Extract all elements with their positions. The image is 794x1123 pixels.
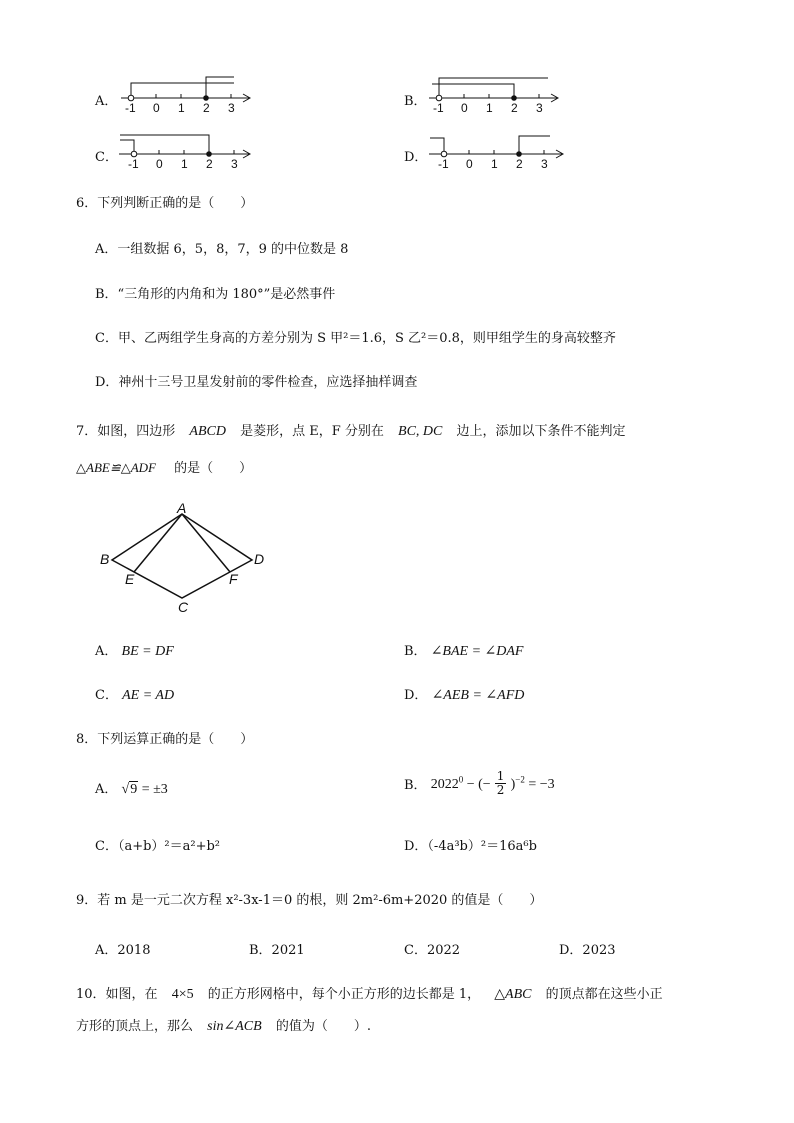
option-label: B．	[404, 94, 427, 109]
stem-text: 的顶点都在这些小正	[545, 987, 663, 1002]
tick-label: 3	[231, 157, 238, 171]
option-math: AE = AD	[122, 688, 175, 703]
q7-option-c[interactable]	[95, 684, 174, 704]
tick-label: -1	[433, 101, 444, 115]
q9-stem: 9．若 m 是一元二次方程 x²-3x-1＝0 的根，则 2m²-6m+2020 的值是（ ）	[76, 893, 543, 908]
vertex-label-d: D	[254, 551, 265, 567]
option-label: D．	[404, 150, 428, 165]
denominator: 2	[496, 783, 505, 797]
math-text: = −3	[524, 776, 555, 792]
stem-text: 的正方形网格中，每个小正方形的边长都是 1，	[207, 987, 481, 1002]
tick-label: 2	[203, 101, 210, 115]
q10-stem-line2	[76, 1015, 371, 1035]
number-line-d	[424, 126, 569, 171]
vertex-label-f: F	[229, 571, 238, 587]
q8-option-d[interactable]: D．（-4a³b）²＝16a⁶b	[404, 839, 537, 854]
option-label: A．	[95, 94, 118, 109]
tick-label: -1	[128, 157, 139, 171]
q6-option-a[interactable]: A．一组数据 6，5，8，7，9 的中位数是 8	[95, 242, 349, 257]
exponent: −2	[515, 774, 525, 785]
tick-label: -1	[125, 101, 136, 115]
math-abc: △ABC	[494, 987, 532, 1002]
q7-option-b[interactable]	[404, 640, 523, 660]
tick-label: 2	[516, 157, 523, 171]
option-label: C．	[95, 688, 118, 703]
q7-stem-line2	[76, 457, 252, 476]
tick-label: 2	[206, 157, 213, 171]
q6-stem: 6．下列判断正确的是（ ）	[76, 196, 254, 211]
rhombus-figure	[96, 500, 276, 620]
q6-option-b[interactable]: B．“三角形的内角和为 180°”是必然事件	[95, 287, 336, 302]
tick-label: -1	[438, 157, 449, 171]
vertex-label-e: E	[125, 571, 135, 587]
math-text: )	[510, 776, 516, 792]
number-line-b	[424, 70, 564, 115]
tick-label: 0	[156, 157, 163, 171]
number-line-c	[114, 126, 254, 171]
stem-text: 10．如图，在	[76, 987, 158, 1002]
stem-text: 是菱形，点 E，F 分别在	[240, 424, 384, 439]
tick-label: 1	[178, 101, 185, 115]
q9-option-a[interactable]: A．2018	[95, 943, 151, 958]
math-congruence: △ABE≌△ADF	[76, 460, 156, 475]
tick-label: 3	[536, 101, 543, 115]
q8-stem: 8．下列运算正确的是（ ）	[76, 732, 254, 747]
exponent: 0	[458, 774, 464, 785]
option-math	[430, 774, 491, 792]
option-label: A．	[95, 782, 118, 797]
option-math: BE = DF	[121, 644, 174, 659]
math-text: − (−	[463, 776, 491, 792]
math-abcd: ABCD	[189, 424, 226, 439]
q6-option-c[interactable]: C．甲、乙两组学生身高的方差分别为 S 甲²＝1.6，S 乙²＝0.8，则甲组学生的身高较整齐	[95, 331, 616, 346]
tick-label: 1	[491, 157, 498, 171]
math-grid: 4×5	[171, 987, 194, 1002]
q7-stem-line1	[76, 420, 626, 440]
tick-label: 3	[228, 101, 235, 115]
tick-label: 0	[461, 101, 468, 115]
math-sin: sin∠ACB	[207, 1019, 262, 1034]
q9-option-b[interactable]: B．2021	[249, 943, 305, 958]
stem-text: 的值为（ ）.	[275, 1019, 371, 1034]
math-bc-dc: BC, DC	[398, 424, 443, 439]
radicand: 9	[130, 782, 138, 797]
q10-stem-line1	[76, 983, 663, 1003]
tick-label: 0	[153, 101, 160, 115]
option-label: D．	[404, 688, 428, 703]
math-text: = ±3	[138, 782, 168, 797]
q9-option-d[interactable]: D．2023	[559, 943, 616, 958]
q8-option-b[interactable]	[404, 770, 555, 797]
q8-option-a[interactable]	[95, 778, 168, 798]
stem-text: 方形的顶点上，那么	[76, 1019, 194, 1034]
vertex-label-c: C	[178, 599, 189, 615]
option-label: A．	[95, 644, 118, 659]
vertex-label-b: B	[100, 551, 110, 567]
tick-label: 0	[466, 157, 473, 171]
option-math	[510, 774, 555, 792]
tick-label: 2	[511, 101, 518, 115]
option-math: √9 = ±3	[121, 782, 168, 797]
tick-label: 1	[486, 101, 493, 115]
q9-option-c[interactable]: C．2022	[404, 943, 461, 958]
option-label: B．	[404, 644, 427, 659]
tick-label: 1	[181, 157, 188, 171]
vertex-label-a: A	[177, 500, 187, 516]
option-math: ∠BAE = ∠DAF	[430, 644, 524, 659]
option-math: ∠AEB = ∠AFD	[431, 688, 525, 703]
stem-text: 的是（ ）	[174, 461, 253, 476]
option-label: C．	[95, 150, 118, 165]
stem-text: 边上，添加以下条件不能判定	[456, 424, 626, 439]
number-line-a	[116, 70, 256, 115]
stem-text: 7．如图，四边形	[76, 424, 176, 439]
math-text: 2022	[430, 776, 459, 792]
option-label: B．	[404, 778, 427, 793]
tick-label: 3	[541, 157, 548, 171]
numerator: 1	[496, 769, 505, 783]
fraction	[495, 770, 507, 797]
q6-option-d[interactable]: D．神州十三号卫星发射前的零件检查，应选择抽样调查	[95, 375, 418, 390]
q7-option-a[interactable]	[95, 640, 174, 660]
q8-option-c[interactable]: C．（a+b）²＝a²+b²	[95, 839, 221, 854]
q7-option-d[interactable]	[404, 684, 524, 704]
